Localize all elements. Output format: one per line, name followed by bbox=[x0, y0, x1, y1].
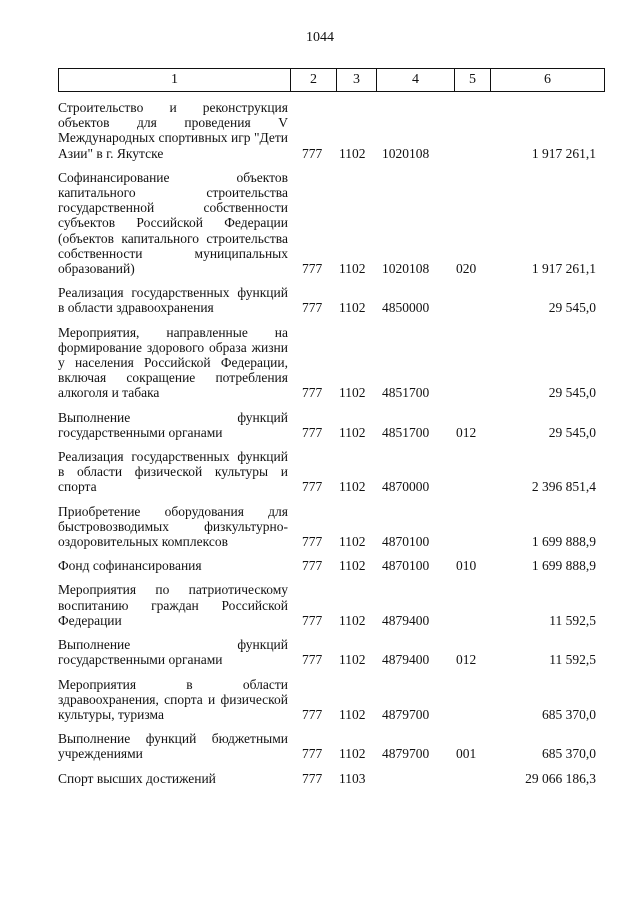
column-header-2: 2 bbox=[291, 69, 337, 92]
row-col6: 29 545,0 bbox=[548, 300, 596, 316]
row-col2: 777 bbox=[302, 558, 323, 574]
row-col4: 4879400 bbox=[382, 652, 430, 668]
column-header-5: 5 bbox=[455, 69, 491, 92]
row-name: Фонд софинансирования bbox=[58, 558, 202, 574]
table-row bbox=[58, 170, 604, 276]
table-row bbox=[58, 677, 604, 723]
row-col6: 685 370,0 bbox=[542, 746, 596, 762]
row-col6: 685 370,0 bbox=[542, 706, 596, 722]
table-row bbox=[58, 582, 604, 628]
row-name: Софинансирование объектов капитального строительства государственной собственности субъектов Российской Федерации (объектов капитального строительства собственности муниципальных образований) bbox=[58, 169, 288, 277]
table-row bbox=[58, 558, 604, 573]
row-name: Выполнение функций государственными органами bbox=[58, 637, 288, 668]
row-col2: 777 bbox=[302, 746, 323, 762]
row-col2: 777 bbox=[302, 385, 323, 401]
row-name: Реализация государственных функций в области здравоохранения bbox=[58, 285, 288, 316]
column-header-row bbox=[59, 69, 605, 92]
row-col6: 1 699 888,9 bbox=[531, 558, 596, 574]
row-col6: 2 396 851,4 bbox=[531, 479, 596, 495]
row-col3: 1102 bbox=[339, 261, 366, 277]
row-col4: 1020108 bbox=[382, 145, 430, 161]
column-header-3: 3 bbox=[337, 69, 377, 92]
row-name: Спорт высших достижений bbox=[58, 770, 216, 786]
row-col4: 4879700 bbox=[382, 706, 430, 722]
row-col4: 4851700 bbox=[382, 385, 430, 401]
row-col5: 010 bbox=[456, 558, 477, 574]
column-header-table bbox=[58, 68, 605, 92]
column-header-1: 1 bbox=[59, 69, 291, 92]
row-col3: 1102 bbox=[339, 424, 366, 440]
row-name: Строительство и реконструкция объектов для проведения V Международных спортивных игр "Дети Азии" в г. Якутске bbox=[58, 100, 288, 161]
row-col2: 777 bbox=[302, 261, 323, 277]
table-row bbox=[58, 410, 604, 440]
row-col3: 1102 bbox=[339, 479, 366, 495]
row-name: Реализация государственных функций в области физической культуры и спорта bbox=[58, 449, 288, 495]
row-col4: 1020108 bbox=[382, 261, 430, 277]
row-col6: 29 066 186,3 bbox=[525, 770, 596, 786]
column-header-4: 4 bbox=[377, 69, 455, 92]
row-col3: 1102 bbox=[339, 652, 366, 668]
row-col6: 11 592,5 bbox=[549, 652, 596, 668]
row-col5: 012 bbox=[456, 652, 477, 668]
table-row bbox=[58, 325, 604, 401]
row-col2: 777 bbox=[302, 479, 323, 495]
row-col3: 1102 bbox=[339, 385, 366, 401]
table-row bbox=[58, 731, 604, 761]
row-col4: 4850000 bbox=[382, 300, 430, 316]
budget-rows bbox=[58, 100, 604, 786]
row-col5: 020 bbox=[456, 261, 477, 277]
row-col6: 1 917 261,1 bbox=[531, 145, 596, 161]
column-header-6: 6 bbox=[491, 69, 605, 92]
row-col4: 4870000 bbox=[382, 479, 430, 495]
row-col2: 777 bbox=[302, 770, 323, 786]
row-col4: 4870100 bbox=[382, 558, 430, 574]
row-name: Выполнение функций бюджетными учреждениями bbox=[58, 731, 288, 762]
row-col3: 1103 bbox=[339, 770, 366, 786]
table-row bbox=[58, 504, 604, 550]
row-col3: 1102 bbox=[339, 534, 366, 550]
table-row bbox=[58, 771, 604, 786]
row-col6: 29 545,0 bbox=[548, 385, 596, 401]
row-col5: 012 bbox=[456, 424, 477, 440]
row-col4: 4879700 bbox=[382, 746, 430, 762]
row-col3: 1102 bbox=[339, 558, 366, 574]
row-col3: 1102 bbox=[339, 145, 366, 161]
row-name: Выполнение функций государственными органами bbox=[58, 409, 288, 440]
row-col2: 777 bbox=[302, 706, 323, 722]
table-row bbox=[58, 637, 604, 667]
row-col3: 1102 bbox=[339, 746, 366, 762]
table-row bbox=[58, 449, 604, 495]
row-col6: 11 592,5 bbox=[549, 612, 596, 628]
row-col6: 1 699 888,9 bbox=[531, 534, 596, 550]
row-col2: 777 bbox=[302, 145, 323, 161]
row-col3: 1102 bbox=[339, 612, 366, 628]
row-col2: 777 bbox=[302, 424, 323, 440]
table-row bbox=[58, 100, 604, 161]
row-col2: 777 bbox=[302, 612, 323, 628]
row-name: Мероприятия в области здравоохранения, спорта и физической культуры, туризма bbox=[58, 676, 288, 722]
row-col4: 4851700 bbox=[382, 424, 430, 440]
row-name: Мероприятия, направленные на формирование здорового образа жизни у населения Российской Федерации, включая сокращение потребления алкоголя и табака bbox=[58, 324, 288, 401]
row-col2: 777 bbox=[302, 300, 323, 316]
row-name: Приобретение оборудования для быстровозводимых физкультурно-оздоровительных комплексов bbox=[58, 503, 288, 550]
page-number: 1044 bbox=[306, 30, 334, 45]
row-col2: 777 bbox=[302, 534, 323, 550]
row-name: Мероприятия по патриотическому воспитанию граждан Российской Федерации bbox=[58, 582, 288, 628]
row-col5: 001 bbox=[456, 746, 477, 762]
row-col4: 4870100 bbox=[382, 534, 430, 550]
row-col6: 29 545,0 bbox=[548, 424, 596, 440]
row-col3: 1102 bbox=[339, 706, 366, 722]
row-col3: 1102 bbox=[339, 300, 366, 316]
row-col2: 777 bbox=[302, 652, 323, 668]
table-row bbox=[58, 285, 604, 315]
row-col4: 4879400 bbox=[382, 612, 430, 628]
row-col6: 1 917 261,1 bbox=[531, 261, 596, 277]
